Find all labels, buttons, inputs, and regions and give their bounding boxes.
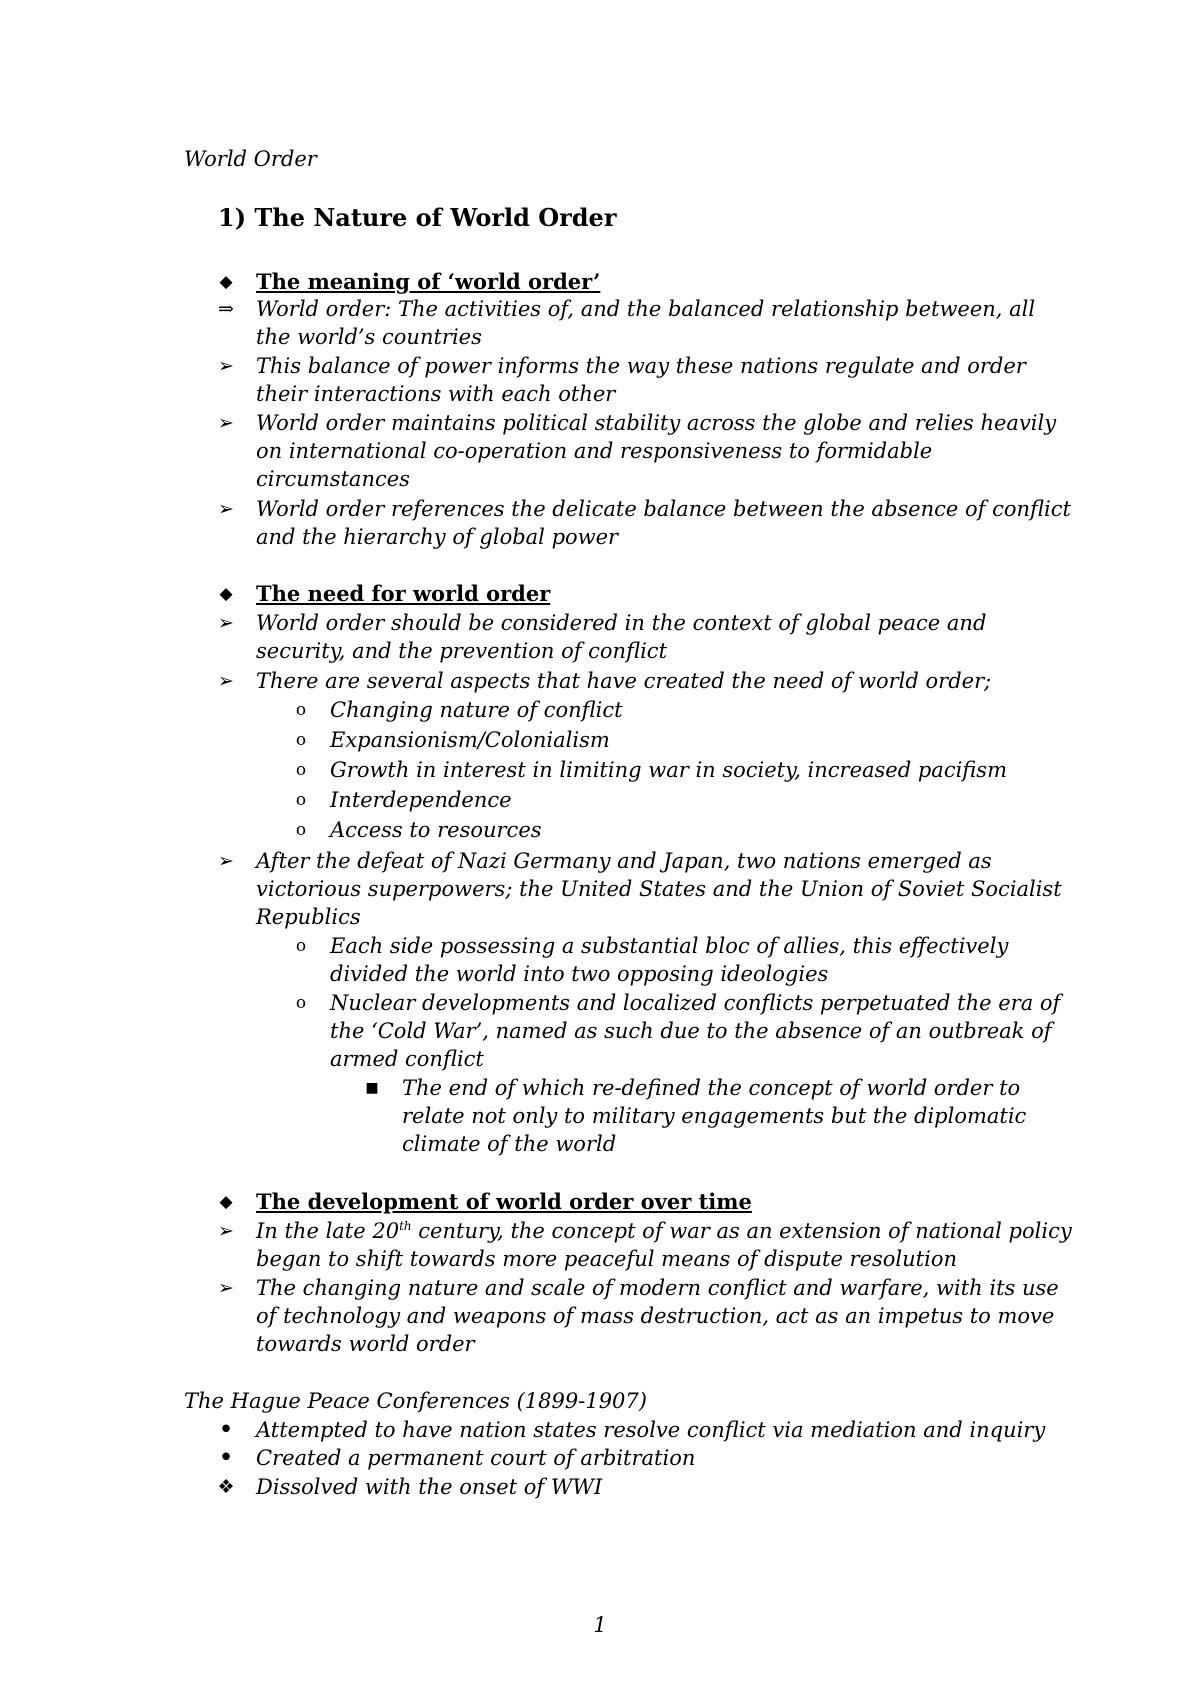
list-item-continuation: towards world order	[256, 1332, 475, 1356]
circle-bullet-icon: o	[295, 790, 307, 810]
list-item: There are several aspects that have created the need of world order;	[256, 669, 992, 693]
arrow-bullet-icon: ➢	[218, 498, 234, 520]
arrow-bullet-icon: ➢	[218, 670, 234, 692]
sub-sub-list-item: The end of which re-defined the concept of world order to	[402, 1076, 1021, 1100]
arrow-bullet-icon: ➢	[218, 1220, 234, 1242]
diamond-bullet-icon: ◆	[219, 1192, 233, 1212]
sub-sub-list-item-continuation: relate not only to military engagements but the diplomatic	[402, 1104, 1027, 1128]
sub-list-item: Expansionism/Colonialism	[330, 728, 610, 752]
list-item: Dissolved with the onset of WWI	[256, 1475, 603, 1499]
list-item-continuation: began to shift towards more peaceful means of dispute resolution	[256, 1247, 957, 1271]
list-item: Attempted to have nation states resolve conflict via mediation and inquiry	[256, 1418, 1046, 1442]
superscript-suffix: th	[399, 1219, 412, 1233]
sub-list-item-continuation: armed conflict	[330, 1047, 484, 1071]
list-item: World order maintains political stability across the globe and relies heavily	[256, 411, 1057, 435]
arrow-bullet-icon: ➢	[218, 612, 234, 634]
sub-list-item: Interdependence	[330, 788, 512, 812]
circle-bullet-icon: o	[295, 820, 307, 840]
sub-list-item: Changing nature of conflict	[330, 698, 623, 722]
list-item-continuation: Republics	[256, 905, 361, 929]
circle-bullet-icon: o	[295, 700, 307, 720]
list-item-continuation: victorious superpowers; the United States and the Union of Soviet Socialist	[256, 877, 1062, 901]
sub-list-item: Growth in interest in limiting war in society, increased pacifism	[330, 758, 1007, 782]
arrow-bullet-icon: ➢	[218, 355, 234, 377]
list-item-continuation: their interactions with each other	[256, 382, 616, 406]
dot-bullet-icon: •	[218, 1415, 234, 1445]
four-diamond-bullet-icon: ❖	[217, 1476, 235, 1498]
implies-arrow-icon: ⇒	[218, 298, 234, 320]
page-number: 1	[593, 1613, 607, 1637]
list-item: This balance of power informs the way these nations regulate and order	[256, 354, 1026, 378]
list-item: World order should be considered in the context of global peace and	[256, 611, 987, 635]
list-item-continuation: on international co-operation and responsiveness to formidable	[256, 439, 933, 463]
list-item-continuation: the world’s countries	[256, 325, 482, 349]
circle-bullet-icon: o	[295, 760, 307, 780]
sub-sub-list-item-continuation: climate of the world	[402, 1132, 617, 1156]
circle-bullet-icon: o	[295, 936, 307, 956]
list-item-continuation: of technology and weapons of mass destruction, act as an impetus to move	[256, 1304, 1055, 1328]
diamond-bullet-icon: ◆	[219, 584, 233, 604]
section-title: 1) The Nature of World Order	[218, 203, 617, 232]
section-heading: The need for world order	[256, 581, 551, 606]
list-item: World order: The activities of, and the balanced relationship between, all	[256, 297, 1036, 321]
arrow-bullet-icon: ➢	[218, 850, 234, 872]
diamond-bullet-icon: ◆	[219, 272, 233, 292]
sub-list-item: Nuclear developments and localized conflicts perpetuated the era of	[330, 991, 1061, 1015]
arrow-bullet-icon: ➢	[218, 412, 234, 434]
list-item: After the defeat of Nazi Germany and Japan, two nations emerged as	[256, 849, 992, 873]
list-item: The changing nature and scale of modern conflict and warfare, with its use	[256, 1276, 1059, 1300]
sub-list-item: Each side possessing a substantial bloc of allies, this effectively	[330, 934, 1009, 958]
dot-bullet-icon: •	[218, 1443, 234, 1473]
list-item: Created a permanent court of arbitration	[256, 1446, 696, 1470]
document-label: World Order	[184, 147, 317, 171]
list-item-continuation: security, and the prevention of conflict	[256, 639, 668, 663]
list-item-continuation: and the hierarchy of global power	[256, 525, 619, 549]
list-item: World order references the delicate balance between the absence of conflict	[256, 497, 1071, 521]
sub-list-item: Access to resources	[330, 818, 542, 842]
sub-list-item-continuation: divided the world into two opposing ideologies	[330, 962, 829, 986]
circle-bullet-icon: o	[295, 730, 307, 750]
subsection-title: The Hague Peace Conferences (1899-1907)	[184, 1389, 647, 1413]
section-heading: The development of world order over time	[256, 1189, 752, 1214]
sub-list-item-continuation: the ‘Cold War’, named as such due to the absence of an outbreak of	[330, 1019, 1052, 1043]
arrow-bullet-icon: ➢	[218, 1277, 234, 1299]
section-heading: The meaning of ‘world order’	[256, 269, 601, 294]
circle-bullet-icon: o	[295, 993, 307, 1013]
square-bullet-icon: ■	[365, 1080, 379, 1096]
list-item: In the late 20th century, the concept of war as an extension of national policy	[256, 1219, 1072, 1243]
list-item-continuation: circumstances	[256, 467, 410, 491]
